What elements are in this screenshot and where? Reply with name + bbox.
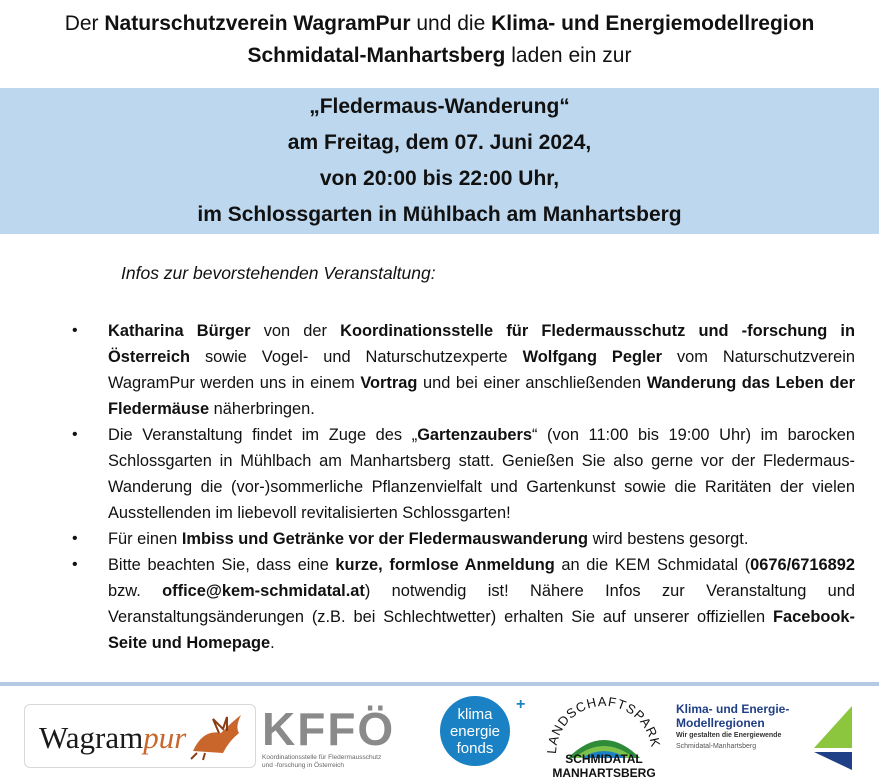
info-bullet-item: • Für einen Imbiss und Getränke vor der Fledermauswanderung wird bestens gesorgt. [72, 526, 855, 552]
svg-text:LANDSCHAFTSPARK: LANDSCHAFTSPARK [543, 693, 664, 755]
bullet-dot: • [72, 322, 78, 339]
infos-heading: Infos zur bevorstehenden Veranstaltung: [121, 263, 436, 283]
info-bullet-item: • Katharina Bürger von der Koordinationsstelle für Fledermausschutz und -forschung in Österreich sowie Vogel- und Naturschutzexperte Wolfgang Pegler vom Naturschutzverein WagramPur werden uns in einem Vortrag und bei einer anschließenden Wanderung das Leben der Fledermäuse näherbringen. [72, 318, 855, 422]
info-bullet-list [72, 318, 855, 656]
org-wagrampur: Naturschutzverein WagramPur [104, 12, 411, 35]
event-banner [0, 88, 879, 234]
info-bullet-item: • Die Veranstaltung findet im Zuge des „Gartenzaubers“ (von 11:00 bis 19:00 Uhr) im barocken Schlossgarten in Mühlbach am Manhartsberg statt. Genießen Sie also gerne vor der Fledermaus-Wanderung die (vor-)sommerliche Pflanzenvielfalt und Gartenkunst sowie die Raritäten der vielen Ausstellenden im liebevoll revitalisierten Schlossgarten! [72, 422, 855, 526]
event-place: im Schlossgarten in Mühlbach am Manhartsberg [197, 203, 682, 226]
org-kem: Klima- und Energiemodellregion [491, 12, 815, 35]
invitation-intro [0, 8, 879, 72]
bullet-dot: • [72, 530, 78, 547]
kem-shape-icon [810, 704, 854, 772]
intro-line-1: Der Naturschutzverein WagramPur und die Klima- und Energiemodellregion [64, 12, 815, 35]
org-region: Schmidatal-Manhartsberg [247, 44, 506, 67]
wagrampur-logo [24, 704, 256, 768]
landschaftspark-logo [534, 692, 674, 784]
bullet-dot: • [72, 426, 78, 443]
plus-icon: + [516, 696, 526, 713]
klimafonds-badge: klima energie fonds [440, 696, 510, 766]
kffo-logo [262, 704, 442, 776]
info-bullet-item: • Bitte beachten Sie, dass eine kurze, formlose Anmeldung an die KEM Schmidatal (0676/6716892 bzw. office@kem-schmidatal.at) notwendig ist! Nähere Infos zur Veranstaltung und Veranstaltungsänderungen (z.B. bei Schlechtwetter) erhalten Sie auf unserer offiziellen Facebook-Seite und Homepage. [72, 552, 855, 656]
kffo-subtitle: Koordinationsstelle für Fledermausschutz und -forschung in Österreich [262, 754, 382, 769]
kem-title: Klima- und Energie-Modellregionen [676, 702, 790, 730]
footer-divider [0, 682, 879, 686]
event-date: am Freitag, dem 07. Juni 2024, [287, 131, 592, 154]
partner-logos [0, 690, 879, 784]
kem-logo [676, 702, 866, 778]
hoopoe-bird-icon [183, 711, 247, 761]
event-time: von 20:00 bis 22:00 Uhr, [319, 167, 560, 190]
klimafonds-logo [440, 696, 530, 778]
event-title: „Fledermaus-Wanderung“ [309, 95, 570, 118]
bullet-dot: • [72, 556, 78, 573]
intro-line-2: Schmidatal-Manhartsberg laden ein zur [247, 44, 632, 67]
wagrampur-wordmark: Wagrampur [39, 720, 187, 755]
kffo-wordmark: KFFÖ [262, 703, 396, 755]
landschaftspark-region: SCHMIDATAL MANHARTSBERG [552, 752, 656, 780]
kem-region: Schmidatal-Manhartsberg [676, 743, 757, 750]
kem-tagline: Wir gestalten die Energiewende [676, 732, 782, 739]
